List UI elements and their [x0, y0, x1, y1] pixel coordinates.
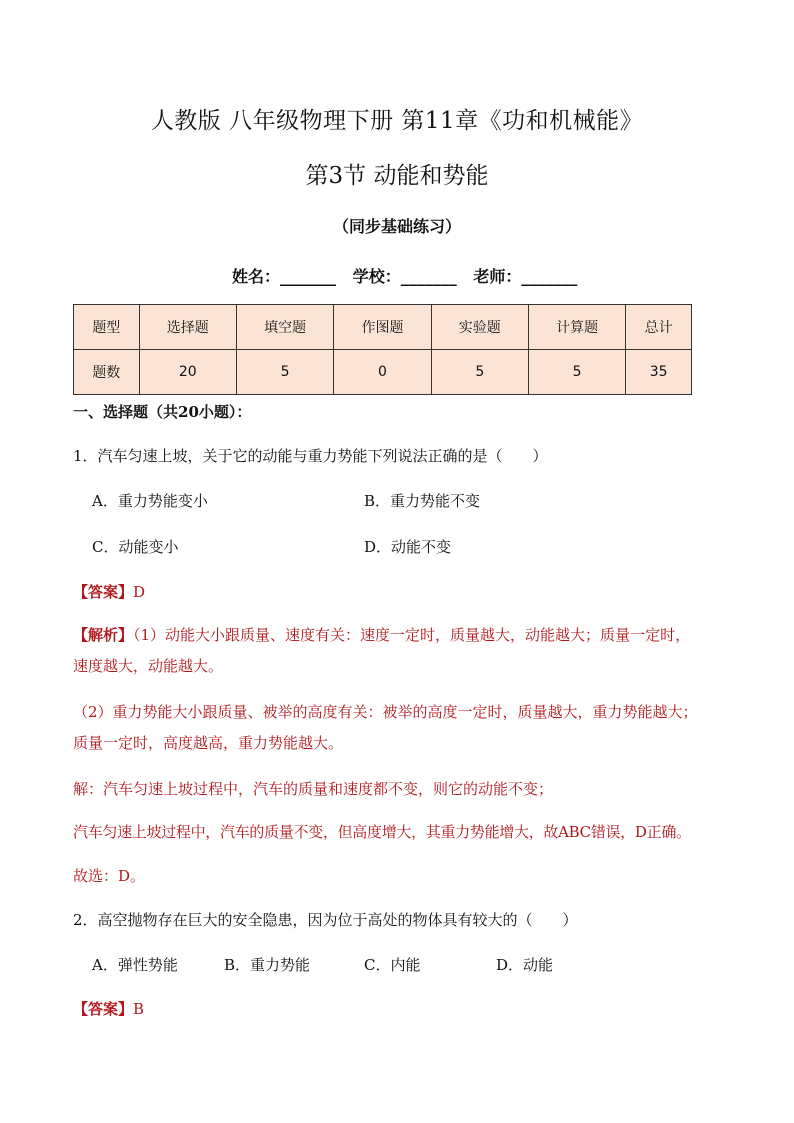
question-1-analysis-line-2: 速度越大，动能越大。 [73, 657, 224, 675]
table-cell: 0 [334, 350, 431, 395]
question-1-option-c: C．动能变小 [92, 538, 179, 556]
question-2-option-a: A．弹性势能 [92, 956, 178, 974]
question-count-table [73, 304, 692, 395]
table-cell: 计算题 [528, 305, 625, 350]
question-2-option-b: B．重力势能 [224, 956, 311, 974]
question-1-solution-line-3: 故选：D。 [73, 867, 146, 885]
table-cell: 5 [431, 350, 528, 395]
question-1-analysis-line-3: （2）重力势能大小跟质量、被举的高度有关：被举的高度一定时，质量越大，重力势能越大； [73, 703, 698, 721]
question-2-option-c: C．内能 [364, 956, 421, 974]
practice-note: （同步基础练习） [332, 217, 461, 236]
table-cell: 选择题 [139, 305, 236, 350]
answer-value: B [133, 1000, 145, 1018]
table-cell: 题数 [74, 350, 140, 395]
table-cell: 总计 [626, 305, 692, 350]
document-title: 人教版 八年级物理下册 第11章《功和机械能》 [150, 108, 644, 134]
table-cell: 题型 [74, 305, 140, 350]
table-row [74, 350, 692, 395]
answer-label: 【答案】 [73, 583, 134, 601]
student-info-line: 姓名：_______ 学校：_______ 老师：_______ [232, 267, 578, 286]
question-1-stem: 1．汽车匀速上坡，关于它的动能与重力势能下列说法正确的是（ ） [73, 447, 548, 465]
question-1-option-d: D．动能不变 [364, 538, 452, 556]
question-1-analysis-line-1 [73, 624, 690, 645]
question-1-analysis-line-4: 质量一定时，高度越高，重力势能越大。 [73, 734, 344, 752]
question-1-answer [73, 581, 145, 602]
table-cell: 填空题 [236, 305, 333, 350]
table-cell: 5 [528, 350, 625, 395]
answer-value: D [133, 583, 146, 601]
question-2-option-d: D．动能 [496, 956, 554, 974]
question-1-solution-line-1: 解：汽车匀速上坡过程中，汽车的质量和速度都不变，则它的动能不变； [73, 780, 554, 798]
section-subtitle: 第3节 动能和势能 [305, 163, 489, 189]
analysis-text: （1）动能大小跟质量、速度有关：速度一定时，质量越大，动能越大；质量一定时， [133, 626, 691, 644]
table-cell: 实验题 [431, 305, 528, 350]
table-cell: 20 [139, 350, 236, 395]
question-2-stem: 2．高空抛物存在巨大的安全隐患，因为位于高处的物体具有较大的（ ） [73, 911, 578, 929]
question-1-option-a: A．重力势能变小 [92, 492, 208, 510]
section-heading: 一、选择题（共20小题）： [73, 403, 252, 421]
table-cell: 5 [236, 350, 333, 395]
analysis-label: 【解析】 [73, 626, 134, 644]
table-cell: 作图题 [334, 305, 431, 350]
table-cell: 35 [626, 350, 692, 395]
answer-label: 【答案】 [73, 1000, 134, 1018]
question-1-solution-line-2: 汽车匀速上坡过程中，汽车的质量不变，但高度增大，其重力势能增大，故ABC错误，D正确。 [73, 823, 691, 841]
question-2-answer [73, 998, 144, 1019]
question-1-option-b: B．重力势能不变 [364, 492, 481, 510]
table-header-row [74, 305, 692, 350]
